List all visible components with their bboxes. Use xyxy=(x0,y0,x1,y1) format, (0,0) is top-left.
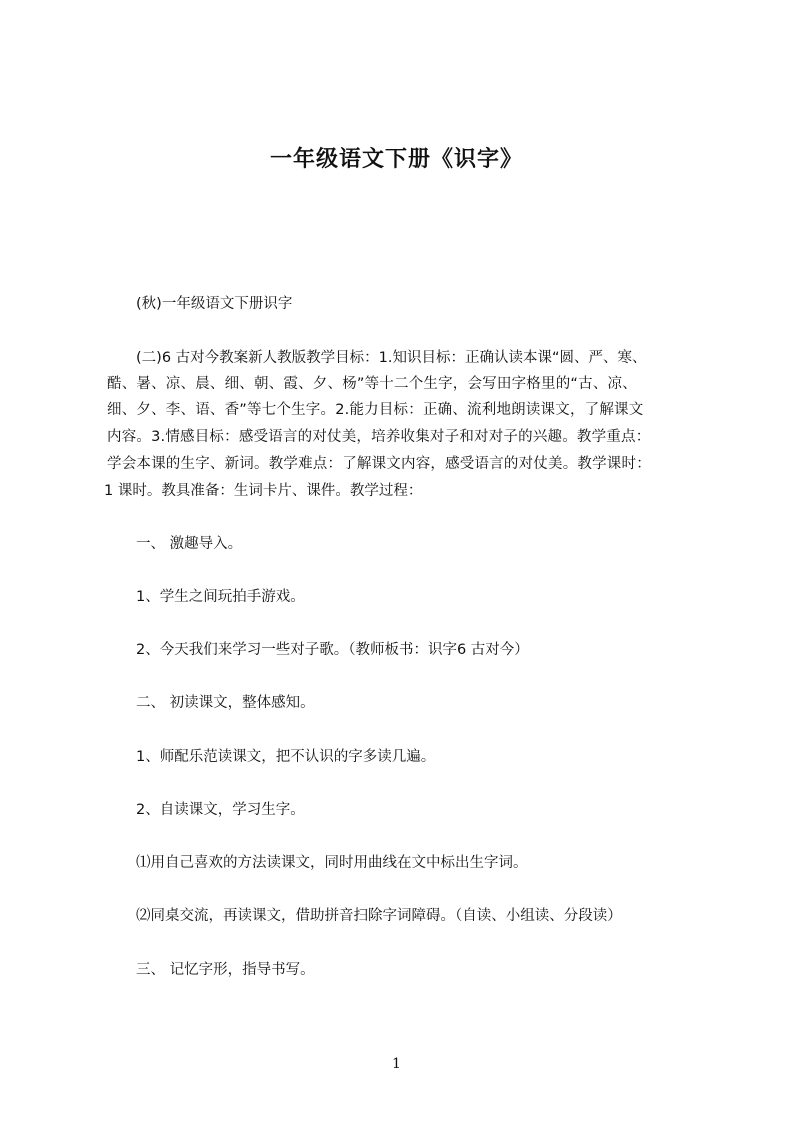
document-title: 一年级语文下册《识字》 xyxy=(269,147,523,172)
intro-line: 学会本课的生字、新词。教学难点：了解课文内容，感受语言的对仗美。教学课时： xyxy=(107,456,651,472)
intro-line: 内容。3.情感目标：感受语言的对仗美，培养收集对子和对对子的兴趣。教学重点： xyxy=(107,429,651,445)
section-heading: 二、 初读课文，整体感知。 xyxy=(136,695,315,711)
document-subtitle: (秋)一年级语文下册识字 xyxy=(136,296,293,312)
page-number: 1 xyxy=(392,1056,401,1072)
intro-line: (二)6 古对今教案新人教版教学目标：1.知识目标：正确认读本课“圆、严、寒、 xyxy=(136,350,647,366)
section-item: 1、师配乐范读课文，把不认识的字多读几遍。 xyxy=(136,749,436,765)
section-subitem: ⑴用自己喜欢的方法读课文，同时用曲线在文中标出生字词。 xyxy=(136,855,528,871)
intro-line: 酷、暑、凉、晨、细、朝、霞、夕、杨”等十二个生字，会写田字格里的“古、凉、 xyxy=(107,376,637,392)
intro-line: 细、夕、李、语、香”等七个生字。2.能力目标：正确、流利地朗读课文，了解课文 xyxy=(107,402,644,418)
section-item: 1、学生之间玩拍手游戏。 xyxy=(136,589,305,605)
intro-line: 1 课时。教具准备：生词卡片、课件。教学过程： xyxy=(104,483,423,499)
section-item: 2、自读课文，学习生字。 xyxy=(136,802,305,818)
section-heading: 三、 记忆字形，指导书写。 xyxy=(136,962,315,978)
section-item: 2、今天我们来学习一些对子歌。（教师板书：识字6 古对今） xyxy=(136,642,529,658)
section-heading: 一、 激趣导入。 xyxy=(136,536,243,552)
section-subitem: ⑵同桌交流，再读课文，借助拼音扫除字词障碍。（自读、小组读、分段读） xyxy=(136,908,622,924)
